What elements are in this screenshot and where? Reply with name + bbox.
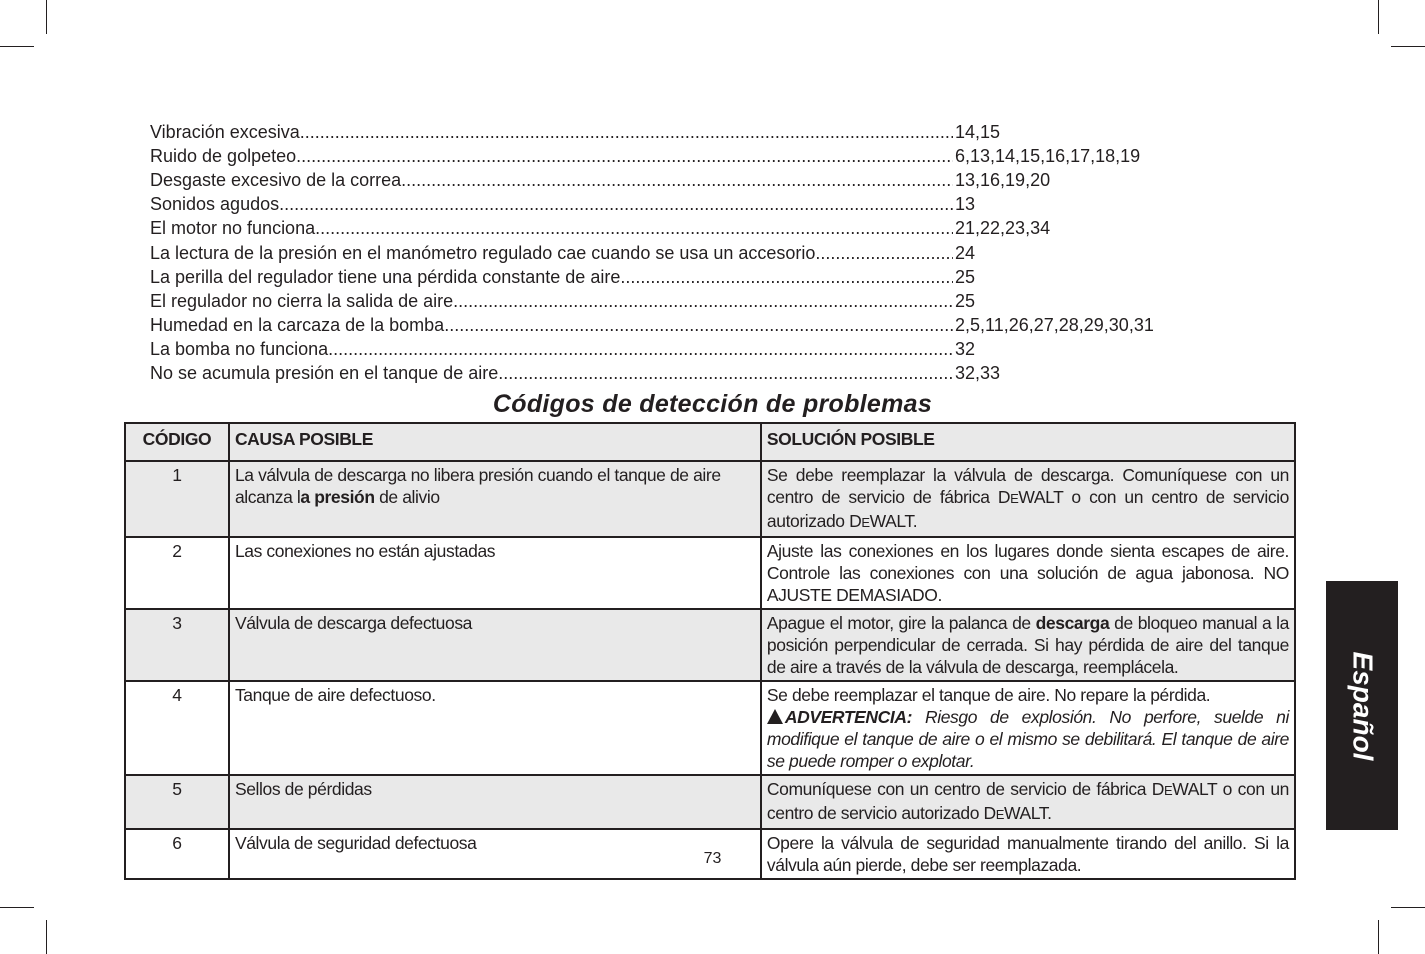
section-title: Códigos de detección de problemas	[492, 390, 933, 418]
index-pages: 25	[955, 266, 976, 287]
index-label: Vibración excesiva	[150, 121, 300, 142]
leader-dots	[453, 291, 953, 312]
troubleshooting-codes-table	[124, 422, 1296, 880]
table-header-row	[125, 423, 1295, 461]
warning-label: ADVERTENCIA:	[784, 707, 913, 727]
index-label: Desgaste excesivo de la correa	[150, 169, 402, 190]
index-pages: 24	[955, 242, 976, 263]
solution-text: WALT.	[1004, 803, 1052, 823]
index-entry	[150, 241, 1300, 265]
table-row	[125, 461, 1295, 537]
index-pages: 13	[955, 194, 976, 215]
index-pages: 32,33	[955, 363, 1001, 384]
troubleshooting-index	[150, 120, 1300, 386]
solution-cell	[761, 681, 1295, 775]
warning-triangle-icon	[767, 709, 783, 724]
code-cell: 2	[125, 537, 229, 609]
leader-dots	[444, 315, 953, 336]
crop-mark	[0, 907, 34, 908]
cause-cell: Las conexiones no están ajustadas	[229, 537, 761, 609]
leader-dots	[620, 267, 953, 288]
solution-text: Opere la válvula de seguridad manualmente tirando del anillo. Si la válvula aún pierde, debe ser reemplazada.	[766, 833, 1289, 875]
index-entry	[150, 289, 1300, 313]
table-row	[125, 681, 1295, 775]
solution-cell	[761, 461, 1295, 537]
header-cause: CAUSA POSIBLE	[229, 423, 761, 461]
solution-text: Apague el motor, gire la palanca de	[766, 613, 1036, 633]
solution-text-bold: descarga	[1035, 613, 1110, 633]
index-pages: 21,22,23,34	[955, 218, 1051, 239]
index-label: Humedad en la carcaza de la bomba	[150, 315, 445, 336]
crop-mark	[1391, 907, 1425, 908]
index-label: El regulador no cierra la salida de aire	[150, 290, 454, 311]
leader-dots	[300, 122, 953, 143]
code-cell: 6	[125, 829, 229, 879]
cause-cell: Válvula de seguridad defectuosa	[229, 829, 761, 879]
solution-cell	[761, 537, 1295, 609]
language-tab	[1326, 581, 1398, 830]
index-label: No se acumula presión en el tanque de aire	[150, 363, 499, 384]
solution-text-smallcaps: E	[995, 807, 1005, 822]
header-solution: SOLUCIÓN POSIBLE	[761, 423, 1295, 461]
index-pages: 32	[955, 339, 976, 360]
solution-text-smallcaps: E	[861, 515, 870, 530]
solution-cell	[761, 775, 1295, 829]
solution-text: WALT.	[869, 511, 918, 531]
index-entry	[150, 217, 1300, 241]
warning-text: Riesgo de explosión. No perfore, suelde ni modifique el tanque de aire o el mismo se debilitará. El tanque de aire se puede romper o explotar.	[766, 707, 1289, 771]
leader-dots	[815, 243, 953, 264]
solution-text-smallcaps: E	[1010, 491, 1019, 506]
index-label: Sonidos agudos	[150, 194, 280, 215]
solution-cell	[761, 609, 1295, 681]
index-entry	[150, 120, 1300, 144]
index-pages: 13,16,19,20	[955, 169, 1051, 190]
index-entry	[150, 362, 1300, 386]
header-code: CÓDIGO	[125, 423, 229, 461]
cause-cell	[229, 461, 761, 537]
leader-dots	[315, 218, 953, 239]
solution-text: Se debe reemplazar la válvula de descarga. Comuníquese con un centro de servicio de fábrica D	[766, 465, 1289, 507]
solution-text: Ajuste las conexiones en los lugares donde sienta escapes de aire. Controle las conexiones con una solución de agua jabonosa. NO AJUSTE DEMASIADO.	[766, 541, 1289, 605]
index-pages: 14,15	[955, 121, 1001, 142]
index-pages: 6,13,14,15,16,17,18,19	[955, 145, 1141, 166]
crop-mark	[1391, 46, 1425, 47]
solution-text: WALT o con un centro de servicio autorizado D	[766, 779, 1289, 823]
index-label: La bomba no funciona	[150, 339, 329, 360]
table-row	[125, 609, 1295, 681]
warning-note	[767, 706, 1289, 772]
index-label: Ruido de golpeteo	[150, 145, 297, 166]
language-tab-label: Español	[1347, 651, 1379, 760]
cause-cell: Tanque de aire defectuoso.	[229, 681, 761, 775]
index-label: La lectura de la presión en el manómetro regulado cae cuando se usa un accesorio	[150, 242, 816, 263]
index-entry	[150, 168, 1300, 192]
crop-mark	[0, 46, 34, 47]
leader-dots	[279, 194, 953, 215]
leader-dots	[296, 146, 953, 167]
code-cell: 5	[125, 775, 229, 829]
solution-text: de bloqueo manual a la posición perpendicular de cerrada. Si hay pérdida de aire del tanque de aire a través de la válvula de descarga, reemplácela.	[766, 613, 1290, 677]
crop-mark	[1378, 0, 1379, 34]
leader-dots	[498, 363, 953, 384]
index-entry	[150, 144, 1300, 168]
cause-cell: Válvula de descarga defectuosa	[229, 609, 761, 681]
index-pages: 2,5,11,26,27,28,29,30,31	[955, 315, 1154, 336]
solution-text: Comuníquese con un centro de servicio de fábrica D	[766, 779, 1164, 799]
index-label: La perilla del regulador tiene una pérdida constante de aire	[150, 266, 621, 287]
index-pages: 25	[955, 290, 976, 311]
cause-text-bold: a presión	[300, 487, 375, 507]
cause-text: La válvula de descarga no libera presión cuando el tanque de aire alcanza l	[234, 465, 721, 507]
index-entry	[150, 265, 1300, 289]
index-entry	[150, 338, 1300, 362]
index-entry	[150, 314, 1300, 338]
code-cell: 1	[125, 461, 229, 537]
index-label: El motor no funciona	[150, 218, 316, 239]
leader-dots	[401, 170, 953, 191]
solution-text: Se debe reemplazar el tanque de aire. No repare la pérdida.	[766, 685, 1211, 705]
code-cell: 3	[125, 609, 229, 681]
table-row	[125, 775, 1295, 829]
crop-mark	[46, 920, 47, 954]
index-entry	[150, 193, 1300, 217]
crop-mark	[1378, 920, 1379, 954]
code-cell: 4	[125, 681, 229, 775]
page-number: 73	[703, 850, 722, 867]
cause-text: de alivio	[374, 487, 440, 507]
solution-text-smallcaps: E	[1164, 783, 1173, 798]
cause-cell: Sellos de pérdidas	[229, 775, 761, 829]
solution-text: WALT o con un centro de servicio autorizado D	[766, 487, 1289, 531]
leader-dots	[328, 339, 953, 360]
table-row	[125, 537, 1295, 609]
crop-mark	[46, 0, 47, 34]
